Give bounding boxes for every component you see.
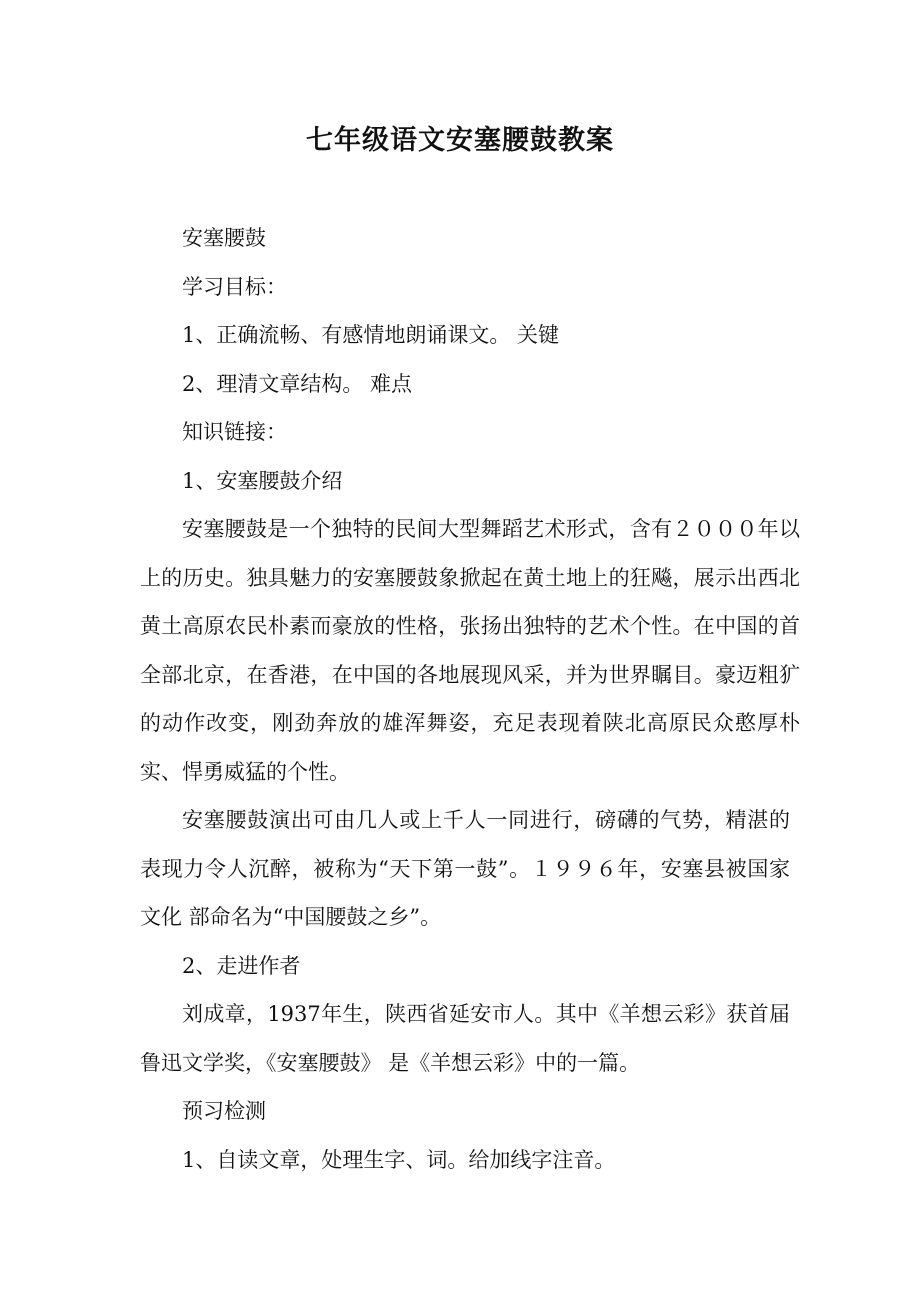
paragraph-heading: 安塞腰鼓 xyxy=(182,226,266,250)
document-body xyxy=(140,214,800,1184)
paragraph-knowledge-label: 知识链接： xyxy=(182,420,287,444)
paragraph-author: 刘成章，1937年生，陕西省延安市人。其中《羊想云彩》获首届鲁迅文学奖，《安塞腰鼓》 是《羊想云彩》中的一篇。 xyxy=(140,1002,790,1075)
paragraph-preview-label: 预习检测 xyxy=(182,1099,266,1123)
document-title: 七年级语文安塞腰鼓教案 xyxy=(306,125,614,156)
paragraph-section-1-heading: 1、安塞腰鼓介绍 xyxy=(182,468,343,493)
paragraph-objectives-label: 学习目标： xyxy=(182,274,287,299)
paragraph-objective-2: 2、理清文章结构。 难点 xyxy=(182,371,413,396)
paragraph-preview-1: 1、自读文章，处理生字、词。给加线字注音。 xyxy=(182,1147,616,1172)
paragraph-performance: 安塞腰鼓演出可由几人或上千人一同进行，磅礴的气势，精湛的表现力令人沉醉，被称为“天下第一鼓”。１９９６年，安塞县被国家文化 部命名为“中国腰鼓之乡”。 xyxy=(140,808,790,929)
paragraph-section-2-heading: 2、走进作者 xyxy=(182,953,301,978)
paragraph-intro: 安塞腰鼓是一个独特的民间大型舞蹈艺术形式，含有２０００年以上的历史。独具魅力的安塞腰鼓象掀起在黄土地上的狂飚，展示出西北黄土高原农民朴素而豪放的性格，张扬出独特的艺术个性。在中国的首全部北京，在香港，在中国的各地展现风采，并为世界瞩目。豪迈粗犷的动作改变，刚劲奔放的雄浑舞姿，充足表现着陕北高原民众憨厚朴实、悍勇威猛的个性。 xyxy=(140,517,800,784)
paragraph-objective-1: 1、正确流畅、有感情地朗诵课文。 关键 xyxy=(182,323,560,347)
